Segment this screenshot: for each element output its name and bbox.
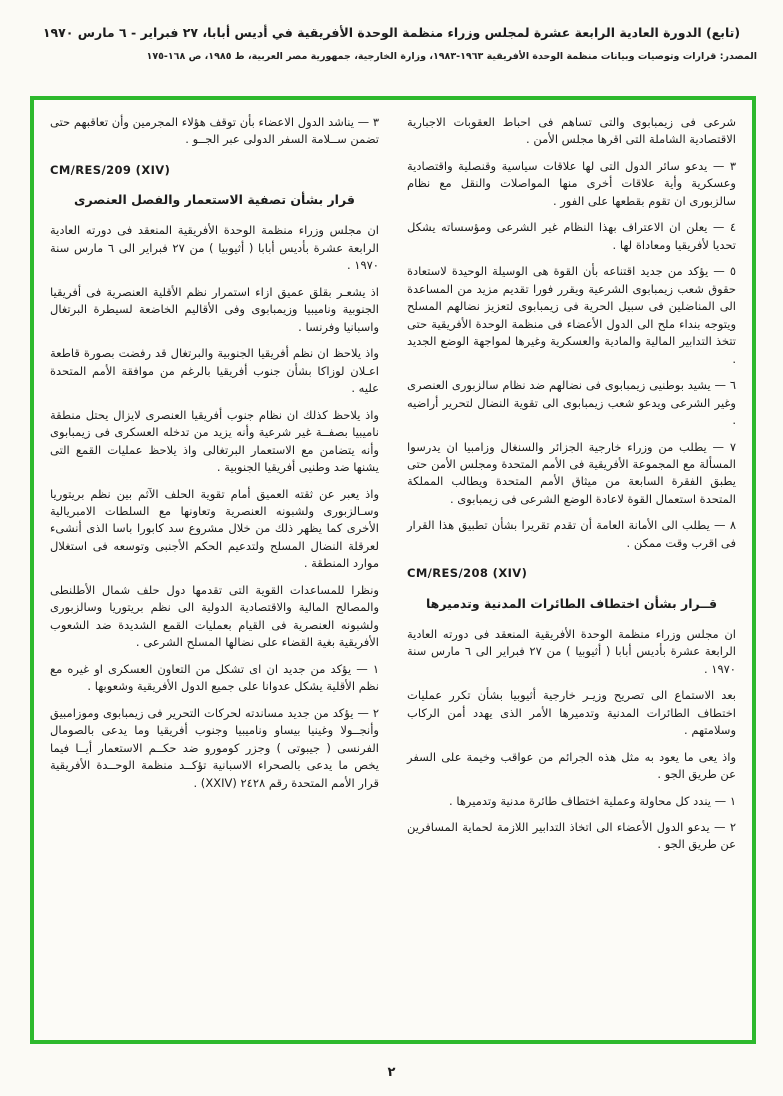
paragraph: ٨ — يطلب الى الأمانة العامة أن تقدم تقريرا بشأن تطبيق هذا القرار فى اقرب وقت ممكن . xyxy=(407,518,736,550)
paragraph: اذ يشعـر بقلق عميق ازاء استمرار نظم الأقلية العنصرية فى أفريقيا الجنوبية وناميبيا وزيمبابوى وفى الأقاليم الخاضعة لسيطرة البرتغال واسبانيا وفرنسا . xyxy=(50,284,379,334)
content-border-box xyxy=(30,96,756,1044)
header-title: (تابع) الدورة العادية الرابعة عشرة لمجلس وزراء منظمة الوحدة الأفريقية في أديس أبابا، ٢٧ فبراير - ٦ مارس ١٩٧٠ xyxy=(42,25,741,40)
paragraph: ان مجلس وزراء منظمة الوحدة الأفريقية المنعقد فى دورته العادية الرابعة عشرة بأديس أبابا ( أثيوبيا ) من ٢٧ فبراير الى ٦ مارس سنة ١٩٧٠ . xyxy=(50,223,379,273)
paragraph: ٣ — يدعو سائر الدول التى لها علاقات سياسية وقنصلية واقتصادية وعسكرية وأية علاقات أخرى منها المواصلات والنقل مع نظام سالزبورى ان تقوم بقطعها على الفور . xyxy=(407,158,736,208)
paragraph: ٥ — يؤكد من جديد اقتناعه بأن القوة هى الوسيلة الوحيدة لاستعادة حقوق شعب زيمبابوى الشرعية ويقرر فورا تقديم مزيد من المساعدة الى المناضلين فى سبيل الحرية فى زيمبابوى لتعزيز نضالهم المسلح ويتوجه بنداء ملح الى الدول الأعضاء فى منظمة الوحدة الأفريقية حتى تتخذ التدابير المالية والمادية والعسكرية وغيرها لمواجهة الوضع الجديد . xyxy=(407,264,736,366)
paragraph: ان مجلس وزراء منظمة الوحدة الأفريقية المنعقد فى دورته العادية الرابعة عشرة بأديس أبابا ( أثيوبيا ) من ٢٧ فبراير الى ٦ مارس سنة ١٩٧٠ . xyxy=(407,626,736,676)
resolution-reference-code: CM/RES/208 (XIV) xyxy=(407,566,528,581)
paragraph: ٣ — يناشد الدول الاعضاء بأن توقف هؤلاء المجرمين وأن تعاقبهم حتى تضمن ســلامة السفر الدولى عبر الجــو . xyxy=(50,115,379,147)
page-number: ٢ xyxy=(387,1065,396,1080)
header-source-line: المصدر: قرارات وتوصيات وبيانات منظمة الوحدة الأفريقية ١٩٦٣-١٩٨٣، وزارة الخارجية، جمهورية مصر العربية، ط ١٩٨٥، ص ١٦٨-١٧٥ xyxy=(146,50,757,62)
column-right xyxy=(407,114,736,1026)
paragraph: ١ — يؤكد من جديد ان اى تشكل من التعاون العسكرى او غيره مع نظم الأقلية يشكل عدوانا على جميع الدول الأفريقية وشعوبها . xyxy=(50,661,379,694)
paragraph: واذ يعبر عن ثقته العميق أمام تقوية الحلف الآثم بين نظم بريتوريا وسـالزبورى ولشبونه العنصرية وتعاونها مع السلطات الامبريالية الأخرى كما يظهر ذلك من خلال مشروع سد كابورا باسا الذى أنشىء لعرقلة النضال المسلح ولتدعيم الحكم الأجنبى وتوسعه فى استغلال موارد المنطقة . xyxy=(50,486,379,571)
paragraph: ٢ — يؤكد من جديد مساندته لحركات التحرير فى زيمبابوى وموزامبيق وأنجــولا وغينيا بيساو وناميبيا وجنوب أفريقيا وما يدعى بالصومال الفرنسى ( جيبوتى ) وجزر كومورو ضد حكــم الاستعمار أيــا فيما يخص ما يدعى بالصحراء الاسبانية تؤكــد منظمة الوحــدة الأفريقية قرار الأمم المتحدة رقم ٢٤٢٨ (XXIV) . xyxy=(50,705,379,790)
paragraph: بعد الاستماع الى تصريح وزيـر خارجية أثيوبيا بشأن تكرر عمليات اختطاف الطائرات المدنية وتدميرها الأمر الذى يهدد أمن الركاب وسلامتهم . xyxy=(407,688,736,738)
column-left xyxy=(50,114,379,1026)
paragraph: شرعى فى زيمبابوى والتى تساهم فى احباط العقوبات الاجبارية الاقتصادية الشاملة التى اقرها مجلس الأمن . xyxy=(407,115,736,147)
paragraph: ٤ — يعلن ان الاعتراف بهذا النظام غير الشرعى ومؤسساته يشكل تحديا لأفريقيا ومعاداة لها . xyxy=(407,220,736,252)
paragraph: واذ يلاحظ ان نظم أفريقيا الجنوبية والبرتغال قد رفضت بصورة قاطعة اعـلان لوزاكا بشأن جنوب أفريقيا بالرغم من موافقة الأمم المتحدة عليه . xyxy=(50,346,379,396)
paragraph: ٢ — يدعو الدول الأعضاء الى اتخاذ التدابير اللازمة لحماية المسافرين عن طريق الجو . xyxy=(407,820,736,852)
resolution-title: قرار بشأن تصفية الاستعمار والفصل العنصرى xyxy=(74,192,355,208)
two-column-layout xyxy=(50,114,736,1026)
document-header xyxy=(0,0,783,62)
paragraph: ٧ — يطلب من وزراء خارجية الجزائر والسنغال وزامبيا ان يدرسوا المسألة مع المجموعة الأفريقية فى الأمم المتحدة ومجلس الأمن حتى يطبق الفقرة السابعة من ميثاق الأمم المتحدة ويطالب المملكة المتحدة استعمال القوة لاعادة الوضع الشرعى فى زيمبابوى . xyxy=(407,439,736,506)
paragraph: واذ يعى ما يعود به مثل هذه الجرائم من عواقب وخيمة على السفر عن طريق الجو . xyxy=(407,749,736,782)
resolution-title: قــرار بشأن اختطاف الطائرات المدنية وتدميرها xyxy=(425,595,718,611)
resolution-reference-code: CM/RES/209 (XIV) xyxy=(50,162,171,177)
paragraph: ونظرا للمساعدات القوية التى تقدمها دول حلف شمال الأطلنطى والمصالح المالية والاقتصادية الدولية الى نظم بريتوريا وسالزبورى ولشبونه العنصرية فى القيام بعمليات القمع الشديدة ضد الشعوب الأفريقية بغية القضاء على نضالها المسلح الشرعى . xyxy=(50,582,379,650)
paragraph: واذ يلاحظ كذلك ان نظام جنوب أفريقيا العنصرى لايزال يحتل منطقة ناميبيا بصفــة غير شرعية وأنه يزيد من تدخله العسكرى فى زيمبابوى وأنه يتضامن مع الاستعمار البرتغالى واذ يلاحظ عمليات القمع التى يشنها ضد وطنيى أفريقيا الجنوبية . xyxy=(50,407,379,475)
paragraph: ٦ — يشيد بوطنيى زيمبابوى فى نضالهم ضد نظام سالزبورى العنصرى وغير الشرعى ويدعو شعب زيمبابوى الى تقوية النضال لتحرير أراضيه . xyxy=(407,378,736,428)
paragraph: ١ — يندد كل محاولة وعملية اختطاف طائرة مدنية وتدميرها . xyxy=(449,793,736,808)
